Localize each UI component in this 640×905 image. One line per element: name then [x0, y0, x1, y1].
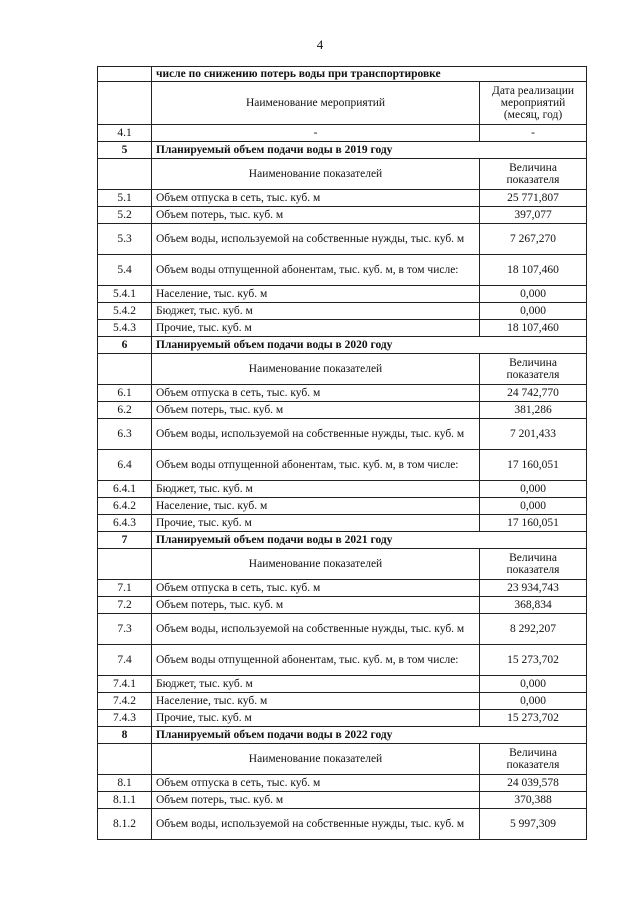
- section-number: 6: [98, 337, 152, 354]
- section-title: Планируемый объем подачи воды в 2021 году: [152, 532, 587, 549]
- table-row: [98, 255, 587, 286]
- intro-text: числе по снижению потерь воды при транспортировке: [152, 67, 587, 82]
- section-header-num-cell: [98, 744, 152, 775]
- table-row: [98, 450, 587, 481]
- intro-row: [98, 67, 587, 82]
- row-name: Объем отпуска в сеть, тыс. куб. м: [152, 580, 480, 597]
- row-number: 5.1: [98, 190, 152, 207]
- row-number: 8.1.1: [98, 792, 152, 809]
- row-number: 5.2: [98, 207, 152, 224]
- row-value: 18 107,460: [480, 320, 587, 337]
- table-row: [98, 614, 587, 645]
- row-name: Объем воды, используемой на собственные нужды, тыс. куб. м: [152, 614, 480, 645]
- col-header-date: Дата реализации мероприятий (месяц, год): [480, 82, 587, 125]
- row-name: Объем воды, используемой на собственные нужды, тыс. куб. м: [152, 809, 480, 840]
- row-name: Объем потерь, тыс. куб. м: [152, 792, 480, 809]
- row-name: Объем потерь, тыс. куб. м: [152, 597, 480, 614]
- row-name: Бюджет, тыс. куб. м: [152, 481, 480, 498]
- section-header-row: [98, 744, 587, 775]
- section-number: 8: [98, 727, 152, 744]
- intro-header-num-cell: [98, 82, 152, 125]
- section-title-row: [98, 532, 587, 549]
- row-number: 7.4.2: [98, 693, 152, 710]
- table-row: [98, 775, 587, 792]
- row-number: 6.3: [98, 419, 152, 450]
- row-number: 5.4.2: [98, 303, 152, 320]
- row-number: 8.1: [98, 775, 152, 792]
- row-value: 18 107,460: [480, 255, 587, 286]
- row-value: 24 039,578: [480, 775, 587, 792]
- row-number: 6.4.3: [98, 515, 152, 532]
- row-value: 5 997,309: [480, 809, 587, 840]
- row-value: 0,000: [480, 481, 587, 498]
- row-value: 397,077: [480, 207, 587, 224]
- row-value: 23 934,743: [480, 580, 587, 597]
- table-row: [98, 402, 587, 419]
- section-number: 5: [98, 142, 152, 159]
- col-header-indicators: Наименование показателей: [152, 744, 480, 775]
- row-value: 0,000: [480, 498, 587, 515]
- row-number: 5.4: [98, 255, 152, 286]
- section-title: Планируемый объем подачи воды в 2022 году: [152, 727, 587, 744]
- row-number: 4.1: [98, 125, 152, 142]
- table-body: [98, 67, 587, 840]
- row-number: 7.4.1: [98, 676, 152, 693]
- row-number: 8.1.2: [98, 809, 152, 840]
- table-row: [98, 792, 587, 809]
- row-value: 25 771,807: [480, 190, 587, 207]
- col-header-value: Величина показателя: [480, 744, 587, 775]
- col-header-indicators: Наименование показателей: [152, 159, 480, 190]
- row-value: 7 267,270: [480, 224, 587, 255]
- col-header-indicators: Наименование показателей: [152, 354, 480, 385]
- row-name: Объем отпуска в сеть, тыс. куб. м: [152, 190, 480, 207]
- section-header-row: [98, 549, 587, 580]
- row-number: 7.2: [98, 597, 152, 614]
- row-name: Прочие, тыс. куб. м: [152, 710, 480, 727]
- row-name: Объем потерь, тыс. куб. м: [152, 402, 480, 419]
- row-value: 0,000: [480, 286, 587, 303]
- row-name: Население, тыс. куб. м: [152, 498, 480, 515]
- row-number: 5.4.3: [98, 320, 152, 337]
- row-value: 24 742,770: [480, 385, 587, 402]
- row-number: 6.4.1: [98, 481, 152, 498]
- table-row: [98, 419, 587, 450]
- row-name: Бюджет, тыс. куб. м: [152, 303, 480, 320]
- section-title: Планируемый объем подачи воды в 2019 году: [152, 142, 587, 159]
- table-row: [98, 224, 587, 255]
- row-value: 8 292,207: [480, 614, 587, 645]
- section-header-row: [98, 354, 587, 385]
- section-header-row: [98, 159, 587, 190]
- row-value: 7 201,433: [480, 419, 587, 450]
- row-number: 7.1: [98, 580, 152, 597]
- row-value: 0,000: [480, 303, 587, 320]
- table-row: [98, 676, 587, 693]
- row-name: Население, тыс. куб. м: [152, 693, 480, 710]
- row-value: 0,000: [480, 693, 587, 710]
- table-row: [98, 125, 587, 142]
- table-row: [98, 515, 587, 532]
- row-name: Объем воды отпущенной абонентам, тыс. куб. м, в том числе:: [152, 255, 480, 286]
- table-row: [98, 498, 587, 515]
- section-title-row: [98, 142, 587, 159]
- row-number: 5.3: [98, 224, 152, 255]
- row-name: Прочие, тыс. куб. м: [152, 515, 480, 532]
- table-row: [98, 303, 587, 320]
- table-row: [98, 693, 587, 710]
- col-header-value: Величина показателя: [480, 549, 587, 580]
- row-number: 6.4: [98, 450, 152, 481]
- row-name: Объем воды отпущенной абонентам, тыс. куб. м, в том числе:: [152, 645, 480, 676]
- table-row: [98, 481, 587, 498]
- row-name: Объем потерь, тыс. куб. м: [152, 207, 480, 224]
- col-header-value: Величина показателя: [480, 159, 587, 190]
- col-header-measures: Наименование мероприятий: [152, 82, 480, 125]
- table-row: [98, 207, 587, 224]
- row-value: -: [480, 125, 587, 142]
- row-number: 7.4: [98, 645, 152, 676]
- table-row: [98, 597, 587, 614]
- row-number: 6.4.2: [98, 498, 152, 515]
- row-value: 17 160,051: [480, 450, 587, 481]
- section-header-num-cell: [98, 549, 152, 580]
- table-row: [98, 190, 587, 207]
- intro-num-cell: [98, 67, 152, 82]
- row-number: 5.4.1: [98, 286, 152, 303]
- section-header-num-cell: [98, 354, 152, 385]
- row-name: Объем воды, используемой на собственные нужды, тыс. куб. м: [152, 224, 480, 255]
- row-value: 368,834: [480, 597, 587, 614]
- row-value: 381,286: [480, 402, 587, 419]
- table-row: [98, 580, 587, 597]
- row-name: Прочие, тыс. куб. м: [152, 320, 480, 337]
- row-number: 7.3: [98, 614, 152, 645]
- water-supply-table: [97, 66, 587, 840]
- row-value: 15 273,702: [480, 645, 587, 676]
- row-value: 370,388: [480, 792, 587, 809]
- row-value: 15 273,702: [480, 710, 587, 727]
- table-row: [98, 385, 587, 402]
- row-name: Объем отпуска в сеть, тыс. куб. м: [152, 775, 480, 792]
- col-header-value: Величина показателя: [480, 354, 587, 385]
- section-title-row: [98, 727, 587, 744]
- row-name: Население, тыс. куб. м: [152, 286, 480, 303]
- row-name: Объем отпуска в сеть, тыс. куб. м: [152, 385, 480, 402]
- table-row: [98, 286, 587, 303]
- section-header-num-cell: [98, 159, 152, 190]
- row-number: 7.4.3: [98, 710, 152, 727]
- row-name: Бюджет, тыс. куб. м: [152, 676, 480, 693]
- table-row: [98, 320, 587, 337]
- row-number: 6.2: [98, 402, 152, 419]
- section-title-row: [98, 337, 587, 354]
- table-row: [98, 809, 587, 840]
- table-row: [98, 710, 587, 727]
- section-title: Планируемый объем подачи воды в 2020 году: [152, 337, 587, 354]
- col-header-indicators: Наименование показателей: [152, 549, 480, 580]
- row-number: 6.1: [98, 385, 152, 402]
- row-name: -: [152, 125, 480, 142]
- page-number: 4: [316, 37, 324, 52]
- row-value: 0,000: [480, 676, 587, 693]
- row-value: 17 160,051: [480, 515, 587, 532]
- row-name: Объем воды, используемой на собственные нужды, тыс. куб. м: [152, 419, 480, 450]
- section-number: 7: [98, 532, 152, 549]
- row-name: Объем воды отпущенной абонентам, тыс. куб. м, в том числе:: [152, 450, 480, 481]
- table-row: [98, 645, 587, 676]
- intro-header-row: [98, 82, 587, 125]
